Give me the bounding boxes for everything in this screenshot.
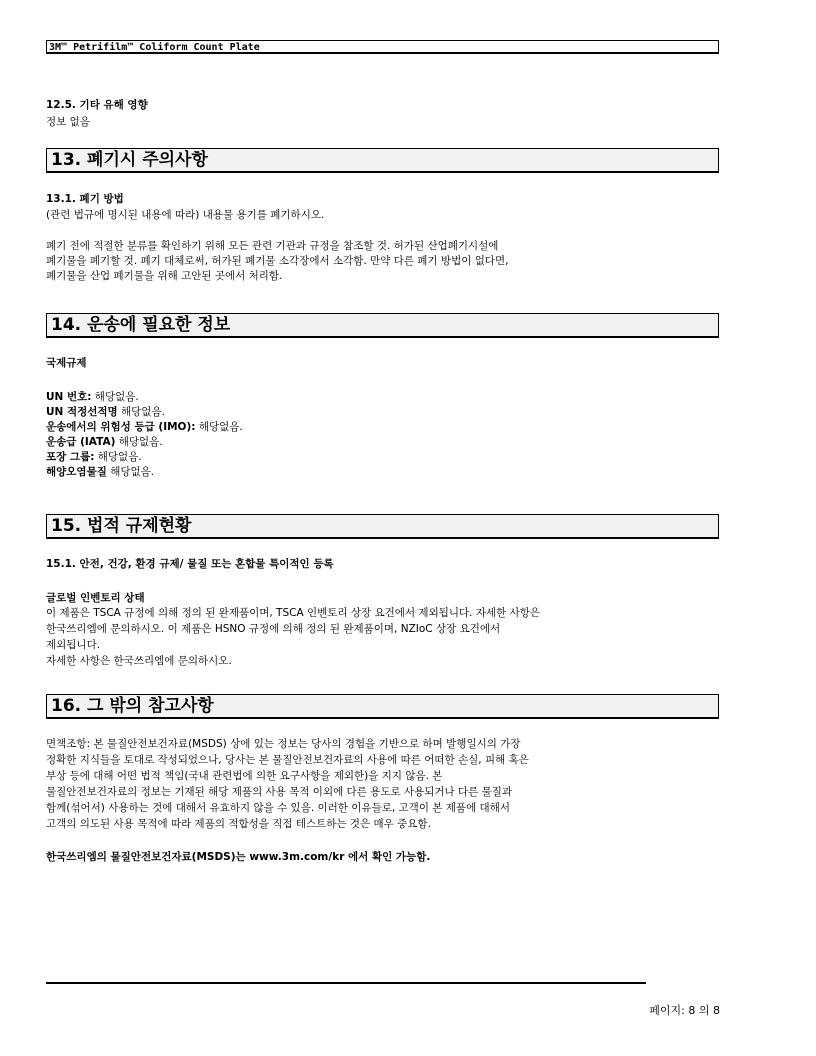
transport-label: 운송에서의 위험성 등급 (IMO): — [46, 421, 196, 433]
transport-row — [46, 435, 163, 449]
disposal-line-3: 폐기물을 산업 폐기물을 위해 고안된 곳에서 처리함. — [46, 270, 283, 282]
transport-value: 해당없음. — [195, 421, 243, 433]
disclaimer-line-6: 고객의 의도된 사용 목적에 따라 제품의 적합성을 직접 테스트하는 것은 매우 중요함. — [46, 818, 431, 830]
section-15-heading-text: 15. 법적 규제현황 — [51, 516, 192, 536]
transport-row — [46, 390, 139, 404]
transport-row — [46, 450, 142, 464]
disposal-line-2: 폐기물을 폐기할 것. 폐기 대체로써, 허가된 폐기물 소각장에서 소각함. 만약 다른 폐기 방법이 없다면, — [46, 255, 509, 267]
transport-label: 해양오염물질 — [46, 466, 107, 478]
document-header — [46, 40, 719, 54]
section-14-heading — [46, 313, 719, 338]
section-15-heading — [46, 514, 719, 539]
transport-row — [46, 420, 243, 434]
inventory-line-4: 자세한 사항은 한국쓰리엠에 문의하시오. — [46, 655, 232, 667]
disclaimer-line-3: 부상 등에 대해 어떤 법적 책임(국내 관련법에 의한 요구사항을 제외한)을 지지 않음. 본 — [46, 770, 443, 782]
transport-value: 해당없음. — [91, 391, 139, 403]
section-13-heading-text: 13. 폐기시 주의사항 — [51, 150, 208, 170]
disposal-line-1: 폐기 전에 적절한 분류를 확인하기 위해 모든 관련 기관과 규정을 참조할 것. 허가된 산업폐기시설에 — [46, 240, 499, 252]
section-16-heading — [46, 694, 719, 719]
section-16-heading-text: 16. 그 밖의 참고사항 — [51, 696, 214, 716]
transport-value: 해당없음. — [106, 466, 155, 478]
disclaimer-line-1: 면책조항: 본 물질안전보건자료(MSDS) 상에 있는 정보는 당사의 경험을 기반으로 하며 발행일시의 가장 — [46, 738, 521, 750]
disclaimer-line-5: 함께(섞어서) 사용하는 것에 대해서 유효하지 않을 수 있음. 이러한 이유들로, 고객이 본 제품에 대해서 — [46, 802, 510, 814]
transport-value: 해당없음. — [94, 451, 142, 463]
transport-label: UN 번호: — [46, 391, 92, 403]
inventory-line-2: 한국쓰리엠에 문의하시오. 이 제품은 HSNO 규정에 의해 정의 된 완제품이며, NZIoC 상장 요건에서 — [46, 623, 501, 635]
section-12-5-title: 12.5. 기타 유해 영향 — [46, 99, 148, 111]
disclaimer-line-2: 정확한 지식들을 토대로 작성되었으나, 당사는 본 물질안전보건자료의 사용에 따른 어떠한 손실, 피해 혹은 — [46, 754, 529, 766]
section-15-1-title: 15.1. 안전, 건강, 환경 규제/ 물질 또는 혼합물 특이적인 등록 — [46, 558, 334, 570]
footer-rule — [46, 982, 646, 984]
product-name: 3M™ Petrifilm™ Coliform Count Plate — [49, 42, 260, 53]
section-13-heading — [46, 148, 719, 173]
inventory-line-1: 이 제품은 TSCA 규정에 의해 정의 된 완제품이며, TSCA 인벤토리 상장 요건에서 제외됩니다. 자세한 사항은 — [46, 607, 541, 619]
transport-row — [46, 465, 154, 479]
disclaimer-line-4: 물질안전보건자료의 정보는 기재된 해당 제품의 사용 목적 이외에 다른 용도로 사용되거나 다른 물질과 — [46, 786, 513, 798]
msds-website-note: 한국쓰리엠의 물질안전보건자료(MSDS)는 www.3m.com/kr 에서 확인 가능함. — [46, 851, 431, 863]
transport-label: UN 적정선적명 — [46, 406, 118, 418]
page-number: 페이지: 8 의 8 — [649, 1004, 720, 1017]
inventory-line-3: 제외됩니다. — [46, 639, 101, 651]
section-14-heading-text: 14. 운송에 필요한 정보 — [51, 315, 231, 335]
disposal-method-text: (관련 법규에 명시된 내용에 따라) 내용물 용기를 폐기하시오. — [46, 209, 325, 221]
transport-label: 운송급 (IATA) — [46, 436, 116, 448]
global-inventory-title: 글로벌 인벤토리 상태 — [46, 592, 145, 604]
section-12-5-text: 정보 없음 — [46, 116, 90, 128]
transport-value: 해당없음. — [117, 406, 165, 418]
international-regulation-title: 국제규제 — [46, 357, 87, 369]
transport-value: 해당없음. — [115, 436, 163, 448]
transport-label: 포장 그룹: — [46, 451, 95, 463]
section-13-1-title: 13.1. 폐기 방법 — [46, 193, 124, 205]
transport-row — [46, 405, 165, 419]
